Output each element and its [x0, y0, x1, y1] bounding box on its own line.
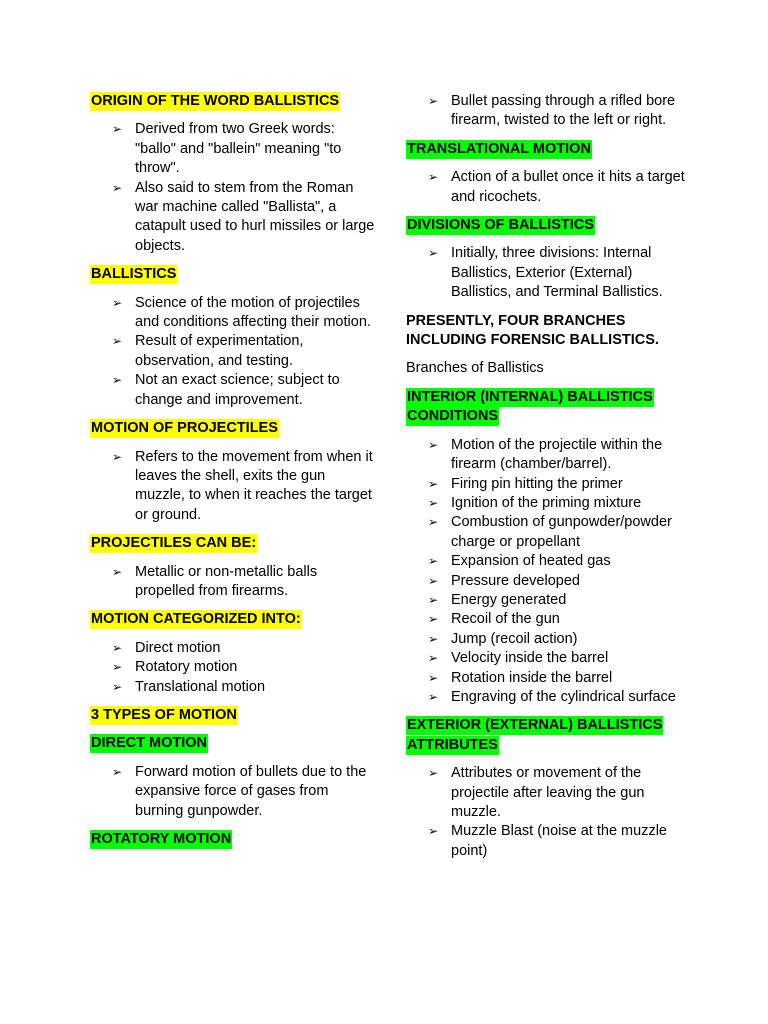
section-heading-plain: PRESENTLY, FOUR BRANCHES INCLUDING FORENSIC BALLISTICS. [406, 312, 659, 349]
list-item: ➢ Engraving of the cylindrical surface [406, 688, 696, 707]
list-item: ➢ Combustion of gunpowder/powder charge or propellant [406, 513, 696, 552]
body-text: Branches of Ballistics [406, 360, 544, 377]
bullet-list [406, 436, 696, 708]
list-item: ➢ Rotation inside the barrel [406, 669, 696, 688]
section-heading: MOTION OF PROJECTILES [91, 420, 278, 437]
section-motion-categorized [90, 610, 375, 629]
list-item: ➢ Firing pin hitting the primer [406, 475, 696, 494]
bullet-list [90, 563, 375, 602]
section-heading: EXTERIOR (EXTERNAL) BALLISTICS ATTRIBUTES [407, 717, 663, 753]
section-heading: BALLISTICS [91, 266, 177, 283]
section-rotatory-motion [90, 830, 375, 849]
section-heading: 3 TYPES OF MOTION [91, 706, 237, 723]
list-item: ➢ Energy generated [406, 591, 696, 610]
list-item: ➢ Muzzle Blast (noise at the muzzle point) [406, 822, 696, 861]
bullet-list [406, 168, 696, 207]
list-item: ➢ Action of a bullet once it hits a target and ricochets. [406, 168, 696, 207]
section-heading: TRANSLATIONAL MOTION [407, 140, 591, 157]
list-item: ➢ Motion of the projectile within the firearm (chamber/barrel). [406, 436, 696, 475]
section-heading: PROJECTILES CAN BE: [91, 535, 257, 552]
list-item: ➢ Not an exact science; subject to change and improvement. [90, 371, 375, 410]
section-heading: DIVISIONS OF BALLISTICS [407, 217, 594, 234]
list-item: ➢ Expansion of heated gas [406, 552, 696, 571]
bullet-list [90, 448, 375, 526]
left-column [90, 92, 375, 858]
list-item: ➢ Science of the motion of projectiles and conditions affecting their motion. [90, 294, 375, 333]
list-item: ➢ Also said to stem from the Roman war machine called "Ballista", a catapult used to hurl missiles or large objects. [90, 179, 375, 257]
section-exterior-ballistics [406, 716, 696, 755]
bullet-list [90, 120, 375, 256]
list-item: ➢ Pressure developed [406, 572, 696, 591]
bullet-list [406, 92, 696, 131]
section-interior-ballistics [406, 388, 696, 427]
bullet-list [406, 764, 696, 861]
list-item: ➢ Forward motion of bullets due to the expansive force of gases from burning gunpowder. [90, 763, 375, 821]
list-item: ➢ Rotatory motion [90, 658, 375, 677]
list-item: ➢ Refers to the movement from when it leaves the shell, exits the gun muzzle, to when it reaches the target or ground. [90, 448, 375, 526]
list-item: ➢ Ignition of the priming mixture [406, 494, 696, 513]
list-item: ➢ Result of experimentation, observation, and testing. [90, 332, 375, 371]
section-types-of-motion [90, 706, 375, 725]
section-ballistics [90, 265, 375, 284]
section-divisions [406, 216, 696, 235]
list-item: ➢ Attributes or movement of the projectile after leaving the gun muzzle. [406, 764, 696, 822]
list-item: ➢ Jump (recoil action) [406, 630, 696, 649]
list-item: ➢ Initially, three divisions: Internal Ballistics, Exterior (External) Ballistics, and Terminal Ballistics. [406, 244, 696, 302]
list-item: ➢ Metallic or non-metallic balls propelled from firearms. [90, 563, 375, 602]
bullet-list [90, 294, 375, 410]
section-translational-motion [406, 140, 696, 159]
section-heading: INTERIOR (INTERNAL) BALLISTICS CONDITIONS [407, 388, 653, 425]
list-item: ➢ Bullet passing through a rifled bore firearm, twisted to the left or right. [406, 92, 696, 131]
bullet-list [90, 639, 375, 697]
section-heading: ORIGIN OF THE WORD BALLISTICS [91, 93, 340, 109]
section-motion-of-projectiles [90, 419, 375, 438]
section-heading: ROTATORY MOTION [91, 831, 232, 847]
bullet-list [406, 244, 696, 302]
section-projectiles-can-be [90, 534, 375, 553]
list-item: ➢ Velocity inside the barrel [406, 649, 696, 668]
list-item: ➢ Derived from two Greek words: "ballo" and "ballein" meaning "to throw". [90, 120, 375, 178]
section-origin [90, 92, 375, 111]
section-direct-motion [90, 734, 375, 753]
section-heading: DIRECT MOTION [91, 735, 207, 752]
list-item: ➢ Recoil of the gun [406, 610, 696, 629]
bullet-list [90, 763, 375, 821]
list-item: ➢ Translational motion [90, 678, 375, 697]
list-item: ➢ Direct motion [90, 639, 375, 658]
right-column [406, 92, 696, 870]
section-heading: MOTION CATEGORIZED INTO: [91, 611, 301, 628]
